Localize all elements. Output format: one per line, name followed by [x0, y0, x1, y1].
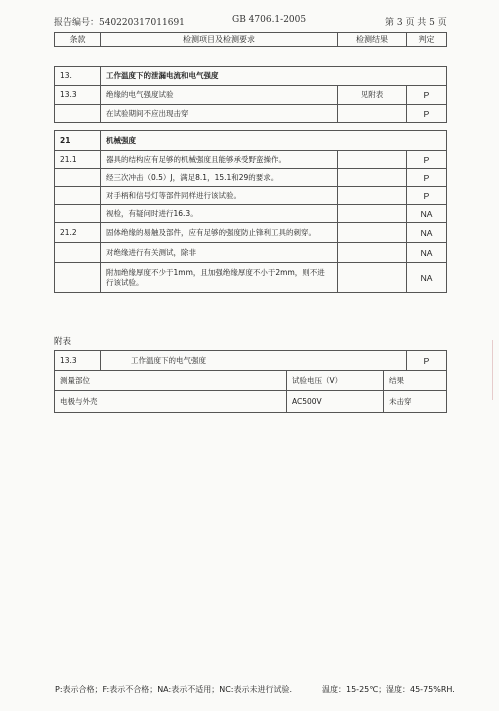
appendix-table — [54, 350, 447, 413]
row-result — [338, 205, 407, 223]
page-number: 第 3 页 共 5 页 — [385, 18, 447, 28]
row-clause — [55, 169, 101, 187]
table-row — [55, 187, 447, 205]
appendix-label: 附表 — [54, 337, 72, 347]
section-21-number: 21 — [55, 131, 101, 151]
section-13-title: 工作温度下的泄漏电流和电气强度 — [101, 67, 447, 86]
row-result — [338, 243, 407, 263]
row-clause — [55, 205, 101, 223]
row-clause — [55, 243, 101, 263]
col-result: 检测结果 — [338, 33, 407, 47]
row-text: 对手柄和信号灯等部件同样进行该试验。 — [101, 187, 338, 205]
row-verdict: P — [407, 151, 447, 169]
table-row — [55, 105, 447, 123]
appendix-col-voltage: 试验电压（V） — [287, 371, 384, 391]
row-clause — [55, 187, 101, 205]
col-clause: 条款 — [55, 33, 101, 47]
appendix-clause: 13.3 — [55, 351, 101, 371]
appendix-col-part: 测量部位 — [55, 371, 287, 391]
row-clause — [55, 105, 101, 123]
appendix-title: 工作温度下的电气强度 — [101, 351, 407, 371]
stamp-edge-mark — [492, 340, 499, 400]
row-text: 固体绝缘的易触及部件，应有足够的强度防止锋利工具的刺穿。 — [101, 223, 338, 243]
row-result — [338, 169, 407, 187]
row-verdict: NA — [407, 223, 447, 243]
row-clause — [55, 263, 101, 293]
row-text: 经三次冲击（0.5）J，满足8.1，15.1和29的要求。 — [101, 169, 338, 187]
row-verdict: P — [407, 187, 447, 205]
table-row — [55, 151, 447, 169]
row-result — [338, 105, 407, 123]
footer-temperature: 温度：15-25℃； — [322, 685, 387, 694]
appendix-col-result: 结果 — [384, 371, 447, 391]
table-row — [55, 205, 447, 223]
section-13-table — [54, 66, 447, 123]
section-21-table — [54, 130, 447, 293]
row-verdict: P — [407, 105, 447, 123]
appendix-title-row — [55, 351, 447, 371]
section-21-title: 机械强度 — [101, 131, 447, 151]
row-clause: 21.2 — [55, 223, 101, 243]
appendix-result: 未击穿 — [384, 391, 447, 413]
table-row — [55, 223, 447, 243]
appendix-voltage: AC500V — [287, 391, 384, 413]
row-clause: 13.3 — [55, 86, 101, 105]
appendix-verdict: P — [407, 351, 447, 371]
section-13-number: 13. — [55, 67, 101, 86]
row-result — [338, 151, 407, 169]
row-text: 附加绝缘厚度不少于1mm，且加强绝缘厚度不小于2mm，则不进行该试验。 — [101, 263, 338, 293]
appendix-header-row — [55, 371, 447, 391]
footer-humidity: 湿度：45-75%RH. — [386, 685, 455, 694]
table-row — [55, 169, 447, 187]
appendix-part: 电极与外壳 — [55, 391, 287, 413]
column-header-table — [54, 32, 447, 47]
section-13-title-row — [55, 67, 447, 86]
standard-code: GB 4706.1-2005 — [232, 15, 307, 25]
row-verdict: NA — [407, 243, 447, 263]
section-21-title-row — [55, 131, 447, 151]
row-text: 绝缘的电气强度试验 — [101, 86, 338, 105]
col-verdict: 判定 — [407, 33, 447, 47]
row-verdict: NA — [407, 263, 447, 293]
appendix-data-row — [55, 391, 447, 413]
row-result — [338, 263, 407, 293]
row-text: 在试验期间不应出现击穿 — [101, 105, 338, 123]
row-result: 见附表 — [338, 86, 407, 105]
col-item: 检测项目及检测要求 — [101, 33, 338, 47]
table-row — [55, 243, 447, 263]
row-text: 视检，有疑问时进行16.3。 — [101, 205, 338, 223]
table-row — [55, 263, 447, 293]
row-text: 器具的结构应有足够的机械强度且能够承受野蛮操作。 — [101, 151, 338, 169]
row-clause: 21.1 — [55, 151, 101, 169]
footer-legend: P:表示合格；F:表示不合格；NA:表示不适用；NC:表示未进行试验. — [55, 685, 293, 694]
row-verdict: P — [407, 86, 447, 105]
table-row — [55, 86, 447, 105]
row-text: 对绝缘进行有关测试，除非 — [101, 243, 338, 263]
row-result — [338, 223, 407, 243]
row-result — [338, 187, 407, 205]
report-number: 报告编号：540220317011691 — [54, 18, 185, 28]
row-verdict: NA — [407, 205, 447, 223]
row-verdict: P — [407, 169, 447, 187]
